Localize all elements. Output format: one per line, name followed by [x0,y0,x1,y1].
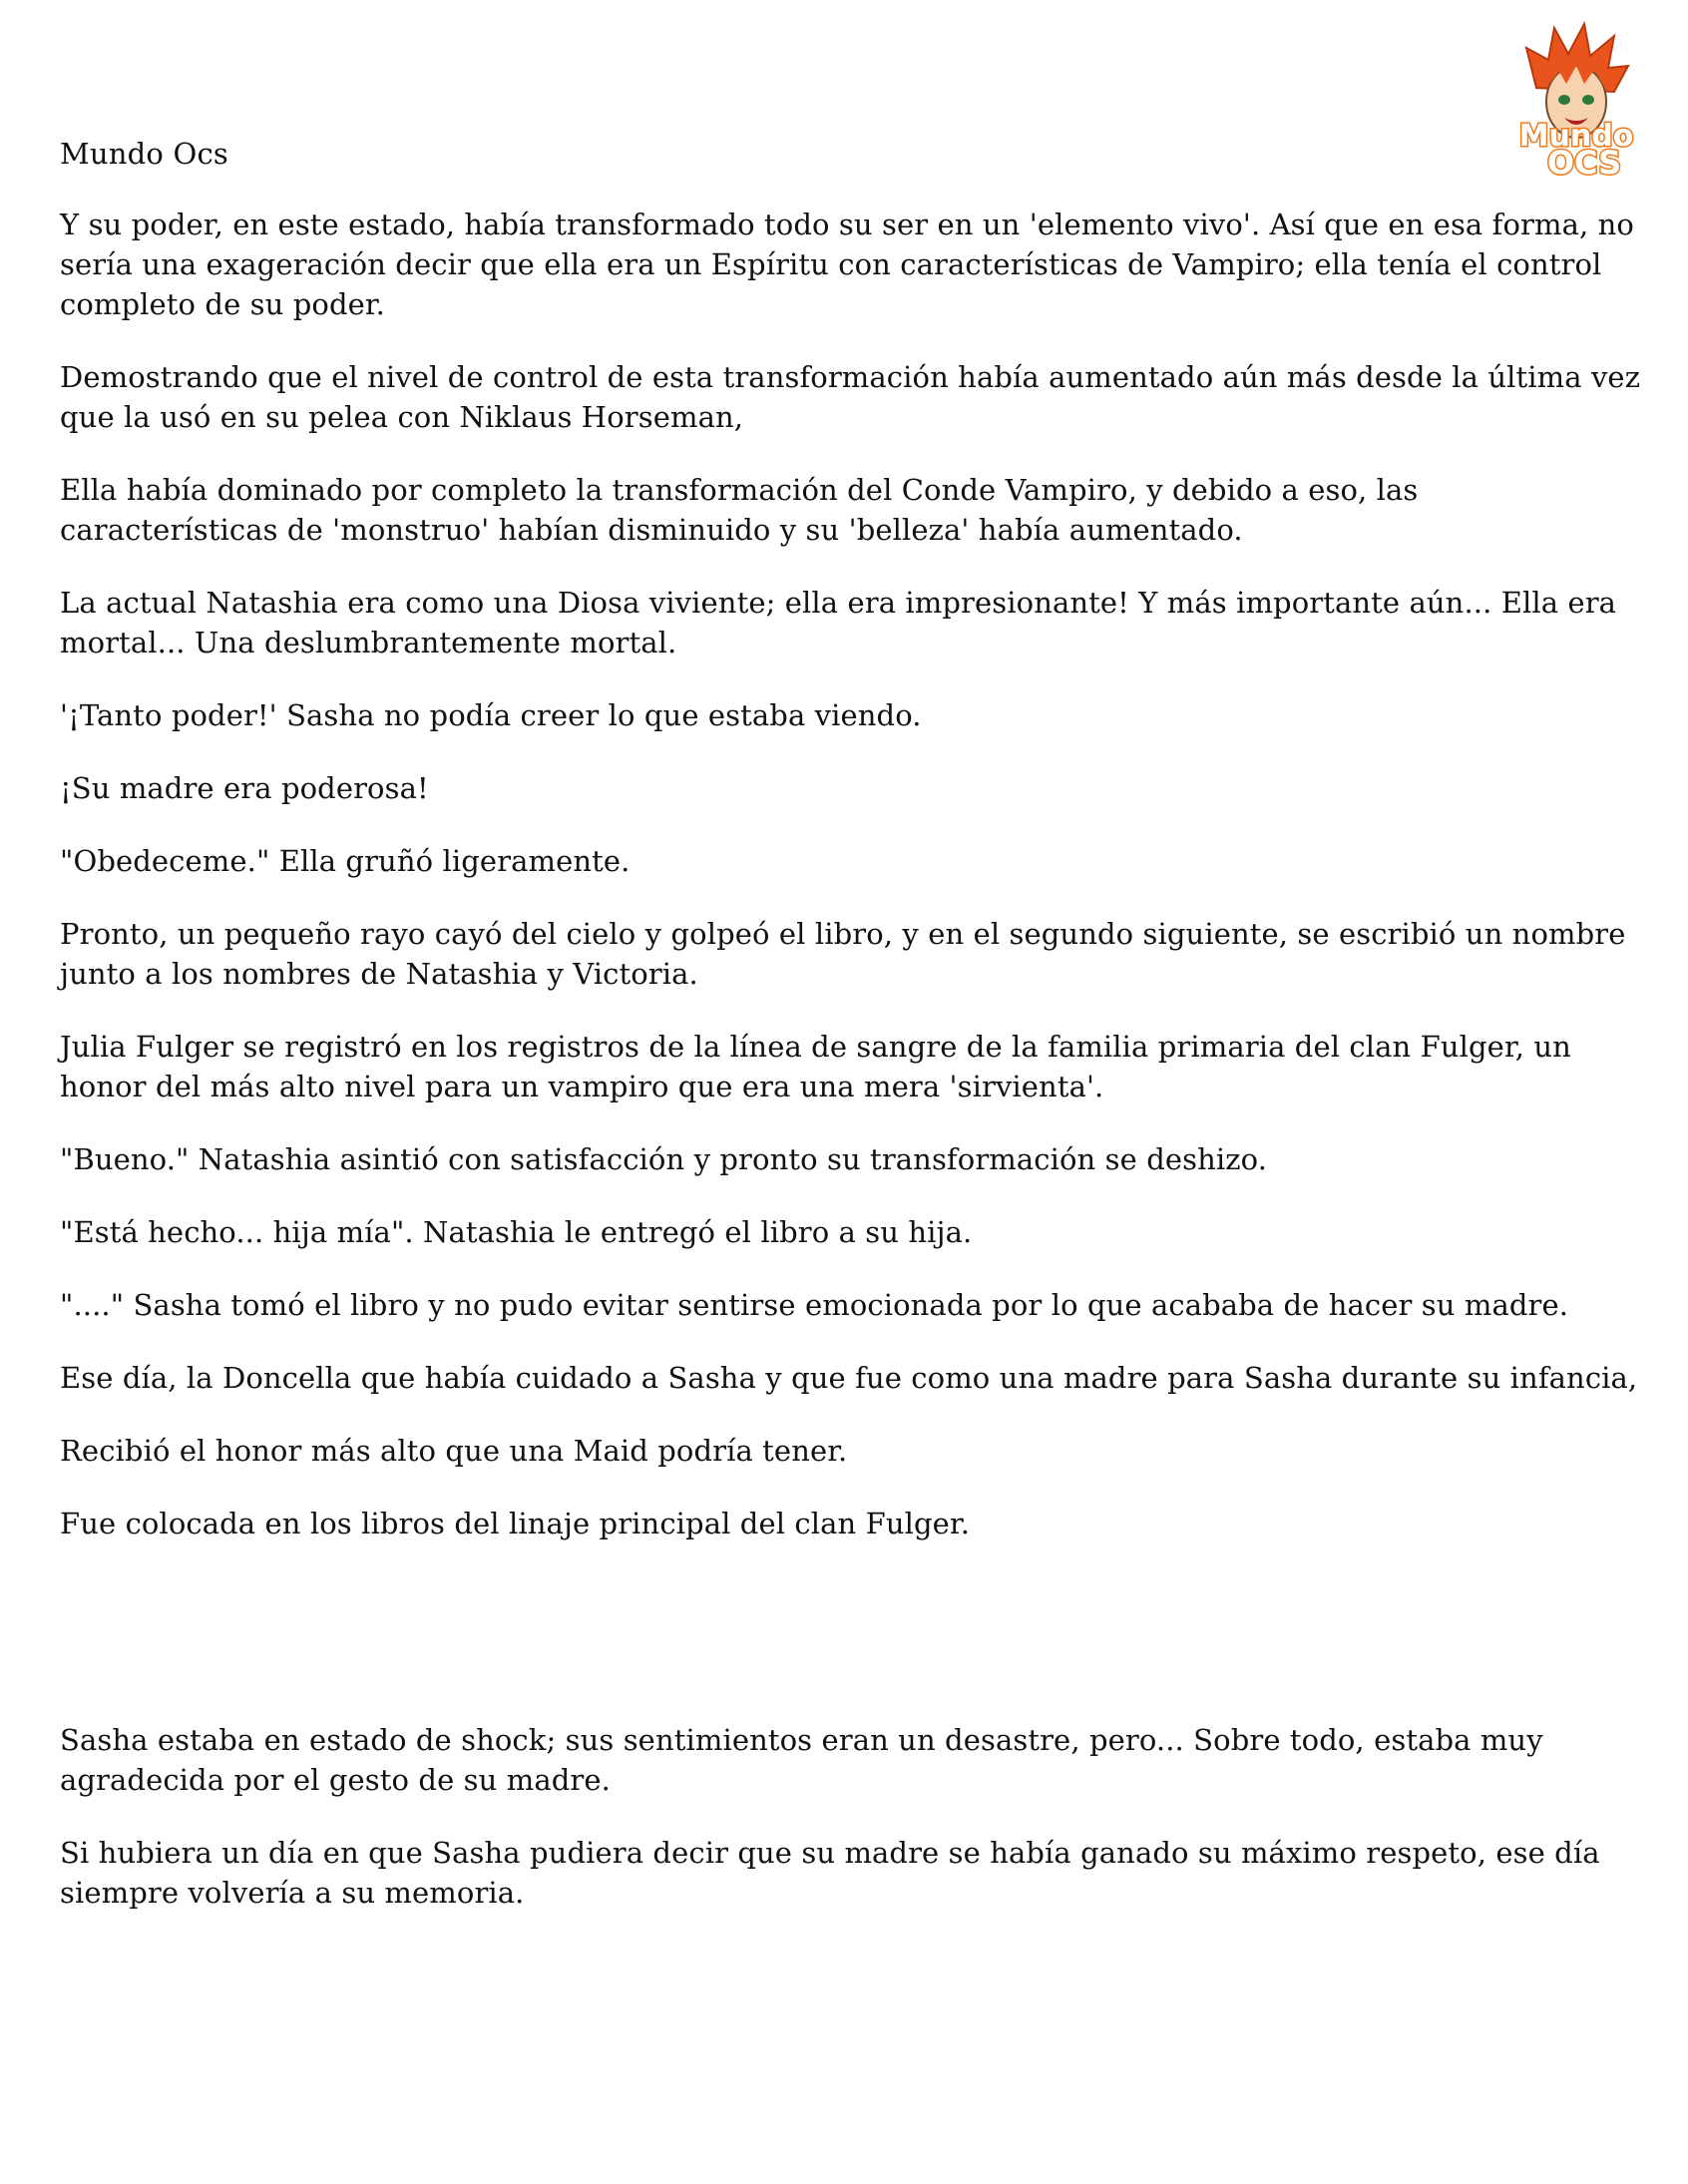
paragraph: La actual Natashia era como una Diosa viviente; ella era impresionante! Y más importante aún... Ella era mortal... Una deslumbrantemente mortal. [60,586,1617,659]
paragraph: Sasha estaba en estado de shock; sus sentimientos eran un desastre, pero... Sobre todo, estaba muy agradecida por el gesto de su madre. [60,1723,1543,1797]
logo-text-line1: Mundo [1518,119,1634,154]
paragraph: ¡Su madre era poderosa! [60,771,429,805]
paragraph: Ella había dominado por completo la transformación del Conde Vampiro, y debido a eso, las características de 'monstruo' habían disminuido y su 'belleza' había aumentado. [60,473,1419,547]
document-body [60,205,1641,1946]
paragraph: Y su poder, en este estado, había transformado todo su ser en un 'elemento vivo'. Así que en esa forma, no sería una exageración decir que ella era un Espíritu con características de Vampiro; ella tenía el control completo de su poder. [60,208,1634,321]
section-break [60,1576,1641,1720]
document-header-title: Mundo Ocs [60,137,228,171]
paragraph: Pronto, un pequeño rayo cayó del cielo y golpeó el libro, y en el segundo siguiente, se escribió un nombre junto a los nombres de Natashia y Victoria. [60,917,1626,991]
paragraph: Fue colocada en los libros del linaje principal del clan Fulger. [60,1507,971,1540]
paragraph: Julia Fulger se registró en los registros de la línea de sangre de la familia primaria del clan Fulger, un honor del más alto nivel para un vampiro que era una mera 'sirvienta'. [60,1030,1571,1103]
paragraph: "Obedeceme." Ella gruñó ligeramente. [60,844,631,878]
paragraph: Si hubiera un día en que Sasha pudiera decir que su madre se había ganado su máximo respeto, ese día siempre volvería a su memoria. [60,1836,1600,1910]
mundo-ocs-logo-icon [1496,18,1656,178]
paragraph: Recibió el honor más alto que una Maid podría tener. [60,1434,848,1468]
paragraph: '¡Tanto poder!' Sasha no podía creer lo que estaba viendo. [60,698,922,732]
paragraph: "Está hecho... hija mía". Natashia le entregó el libro a su hija. [60,1215,973,1249]
paragraph: Ese día, la Doncella que había cuidado a Sasha y que fue como una madre para Sasha durante su infancia, [60,1361,1638,1395]
paragraph: "Bueno." Natashia asintió con satisfacción y pronto su transformación se deshizo. [60,1142,1268,1176]
logo-text-line2: OCS [1546,144,1622,178]
paragraph: "...." Sasha tomó el libro y no pudo evitar sentirse emocionada por lo que acababa de hacer su madre. [60,1288,1569,1322]
paragraph: Demostrando que el nivel de control de esta transformación había aumentado aún más desde la última vez que la usó en su pelea con Niklaus Horseman, [60,360,1641,434]
logo-graphic [1496,18,1656,178]
